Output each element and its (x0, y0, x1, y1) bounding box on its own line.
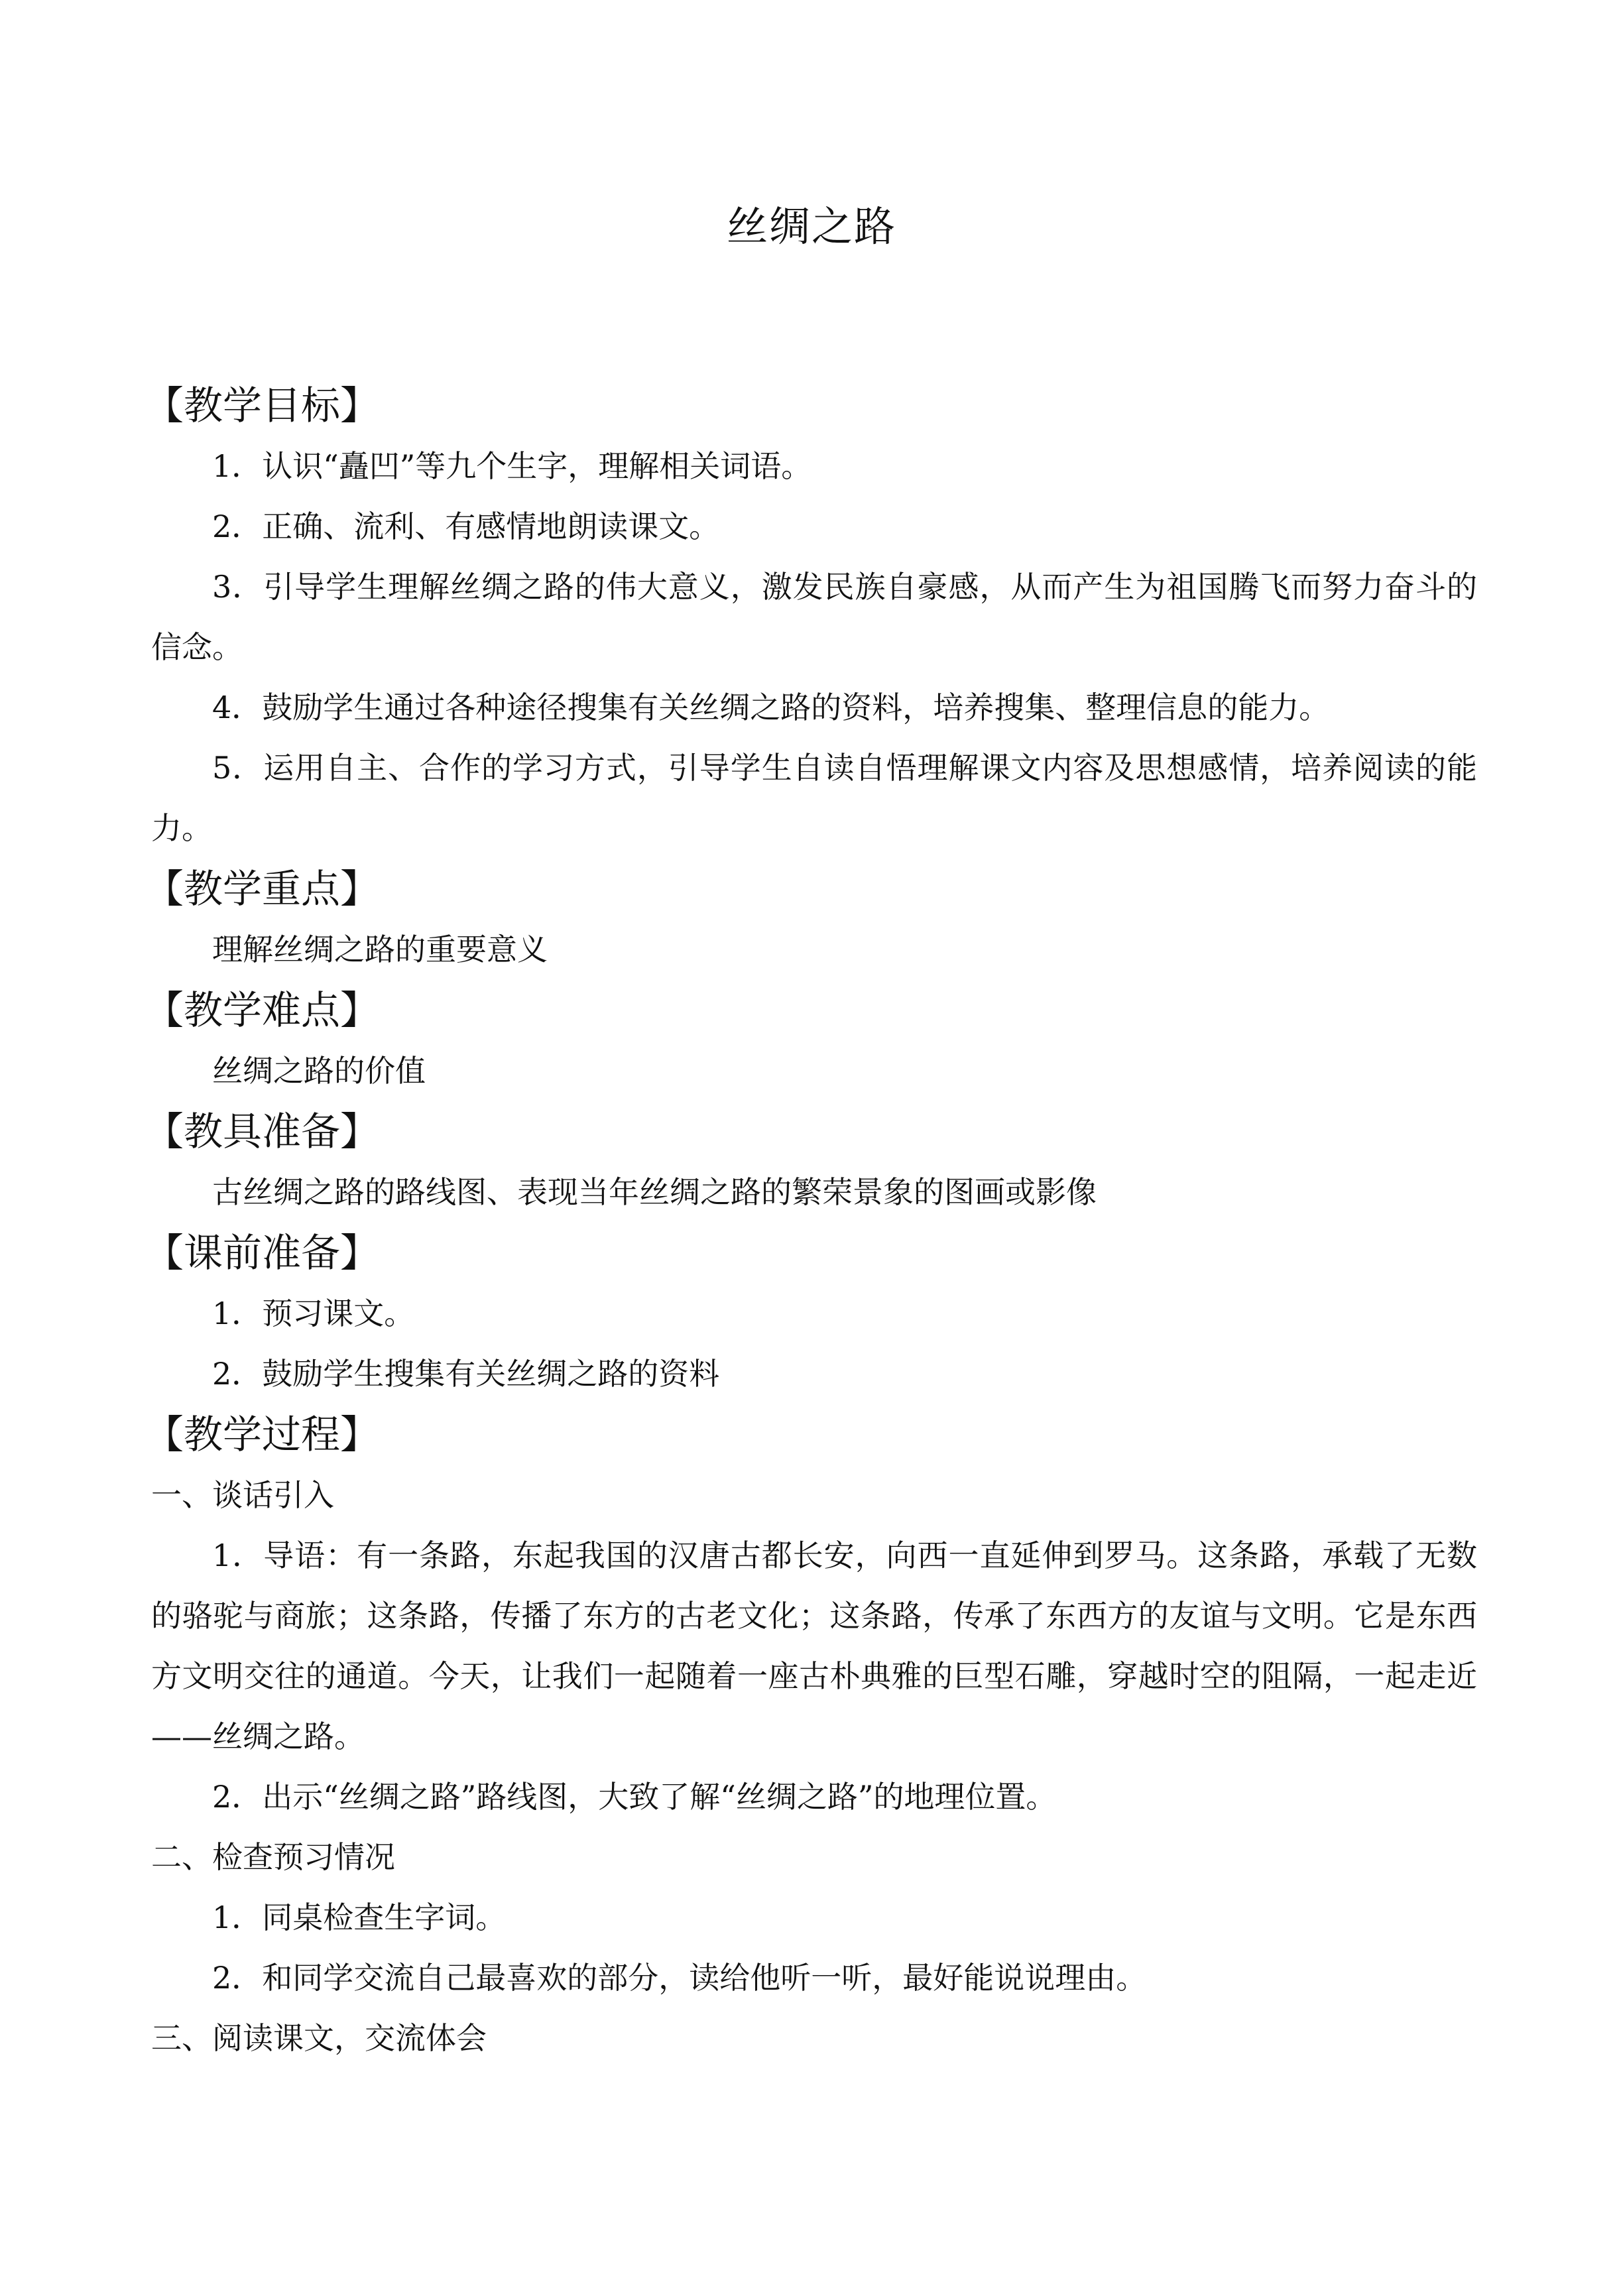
process-item: 1．同桌检查生字词。 (212, 1900, 507, 1935)
heading-teaching-process: 【教学过程】 (145, 1412, 380, 1457)
document-title: 丝绸之路 (726, 202, 896, 251)
heading-difficulties: 【教学难点】 (145, 987, 380, 1033)
pre-class-item: 2．鼓励学生搜集有关丝绸之路的资料 (212, 1356, 720, 1392)
goal-item: 4．鼓励学生通过各种途径搜集有关丝绸之路的资料，培养搜集、整理信息的能力。 (212, 690, 1330, 725)
difficulties-text: 丝绸之路的价值 (212, 1053, 426, 1089)
heading-teaching-goals: 【教学目标】 (145, 383, 380, 428)
heading-pre-class: 【课前准备】 (145, 1230, 380, 1276)
document-body (145, 375, 1477, 2069)
teaching-aids-text: 古丝绸之路的路线图、表现当年丝绸之路的繁荣景象的图画或影像 (212, 1174, 1097, 1210)
process-item: 1．导语：有一条路，东起我国的汉唐古都长安，向西一直延伸到罗马。这条路，承载了无数的骆驼与商旅；这条路，传播了东方的古老文化；这条路，传承了东西方的友谊与文明。它是东西方文明交往的通道。今天，让我们一起随着一座古朴典雅的巨型石雕，穿越时空的阻隔，一起走近——丝绸之路。 (151, 1538, 1477, 1754)
goal-item: 5．运用自主、合作的学习方式，引导学生自读自悟理解课文内容及思想感情，培养阅读的能力。 (151, 750, 1477, 846)
pre-class-item: 1．预习课文。 (212, 1296, 415, 1331)
heading-teaching-aids: 【教具准备】 (145, 1109, 380, 1154)
goal-item: 1．认识“矗凹”等九个生字，理解相关词语。 (212, 448, 812, 484)
heading-key-points: 【教学重点】 (145, 866, 380, 912)
process-part-title: 三、阅读课文，交流体会 (151, 2020, 487, 2056)
goal-item: 3．引导学生理解丝绸之路的伟大意义，激发民族自豪感，从而产生为祖国腾飞而努力奋斗的信念。 (151, 569, 1477, 665)
key-points-text: 理解丝绸之路的重要意义 (212, 932, 548, 967)
process-item: 2．出示“丝绸之路”路线图，大致了解“丝绸之路”的地理位置。 (212, 1779, 1057, 1815)
process-part-title: 二、检查预习情况 (151, 1839, 395, 1875)
goal-item: 2．正确、流利、有感情地朗读课文。 (212, 509, 720, 544)
process-part-title: 一、谈话引入 (151, 1477, 334, 1513)
process-item: 2．和同学交流自己最喜欢的部分，读给他听一听，最好能说说理由。 (212, 1960, 1147, 1996)
